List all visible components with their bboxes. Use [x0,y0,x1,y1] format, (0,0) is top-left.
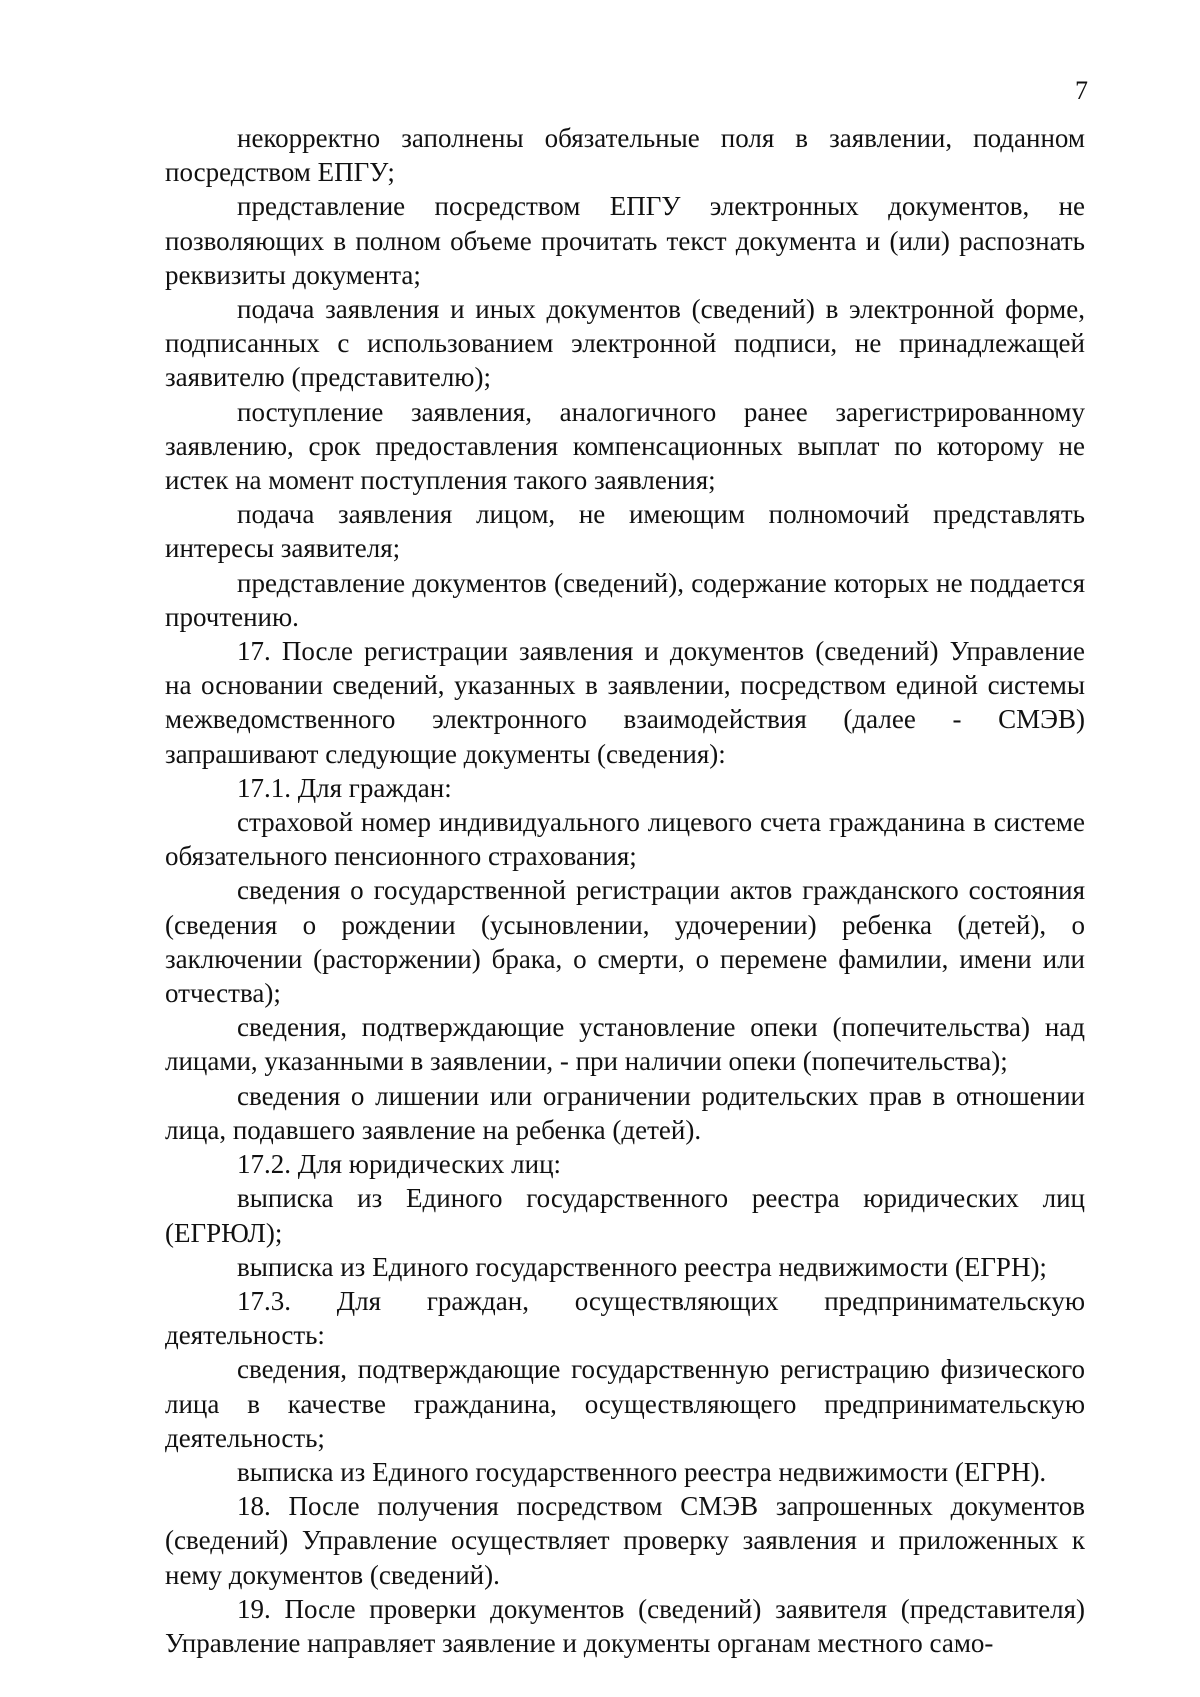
paragraph-item-18: 18. После получения посредством СМЭВ запрошенных документов (сведений) Управление осуществляет проверку заявления и приложенных к нему документов (сведений). [165,1491,1085,1590]
paragraph-egrn-extract-2: выписка из Единого государственного реестра недвижимости (ЕГРН). [237,1456,1047,1487]
paragraph-item-17-2: 17.2. Для юридических лиц: [237,1149,562,1180]
paragraph-civil-status-acts: сведения о государственной регистрации актов гражданского состояния (сведения о рождении (усыновлении, удочерении) ребенка (детей), о заключении (расторжении) брака, о смерти, о перемене фамилии, имени или отчества); [165,875,1085,1009]
paragraph-foreign-signature: подача заявления и иных документов (сведений) в электронной форме, подписанных с использованием электронной подписи, не принадлежащей заявителю (представителю); [165,294,1085,393]
paragraph-egrul-extract: выписка из Единого государственного реестра юридических лиц (ЕГРЮЛ); [165,1183,1085,1248]
paragraph-entrepreneur-registration: сведения, подтверждающие государственную регистрацию физического лица в качестве гражданина, осуществляющего предпринимательскую деятельность; [165,1354,1085,1453]
paragraph-incorrect-fields: некорректно заполнены обязательные поля в заявлении, поданном посредством ЕПГУ; [165,123,1085,188]
paragraph-egrn-extract: выписка из Единого государственного реестра недвижимости (ЕГРН); [237,1251,1047,1282]
paragraph-snils: страховой номер индивидуального лицевого счета гражданина в системе обязательного пенсионного страхования; [165,807,1085,872]
page-number: 7 [1075,76,1088,105]
paragraph-illegible-docs: представление документов (сведений), содержание которых не поддается прочтению. [165,567,1085,632]
paragraph-no-authority: подача заявления лицом, не имеющим полномочий представлять интересы заявителя; [165,499,1085,564]
paragraph-guardianship: сведения, подтверждающие установление опеки (попечительства) над лицами, указанными в заявлении, - при наличии опеки (попечительства); [165,1012,1085,1077]
paragraph-item-17-3: 17.3. Для граждан, осуществляющих предпринимательскую деятельность: [165,1285,1085,1351]
document-body [165,121,1085,1660]
paragraph-parental-rights: сведения о лишении или ограничении родительских прав в отношении лица, подавшего заявление на ребенка (детей). [165,1080,1085,1145]
paragraph-duplicate-application: поступление заявления, аналогичного ранее зарегистрированному заявлению, срок предоставления компенсационных выплат по которому не истек на момент поступления такого заявления; [165,396,1085,496]
paragraph-item-19: 19. После проверки документов (сведений) заявителя (представителя) Управление направляет заявление и документы органам местного само- [165,1593,1085,1658]
paragraph-item-17-1: 17.1. Для граждан: [237,772,452,803]
paragraph-item-17: 17. После регистрации заявления и документов (сведений) Управление на основании сведений, указанных в заявлении, посредством единой системы межведомственного электронного взаимодействия (далее - СМЭВ) запрашивают следующие документы (сведения): [165,636,1085,769]
paragraph-unreadable-electronic-docs: представление посредством ЕПГУ электронных документов, не позволяющих в полном объеме прочитать текст документа и (или) распознать реквизиты документа; [165,191,1085,290]
